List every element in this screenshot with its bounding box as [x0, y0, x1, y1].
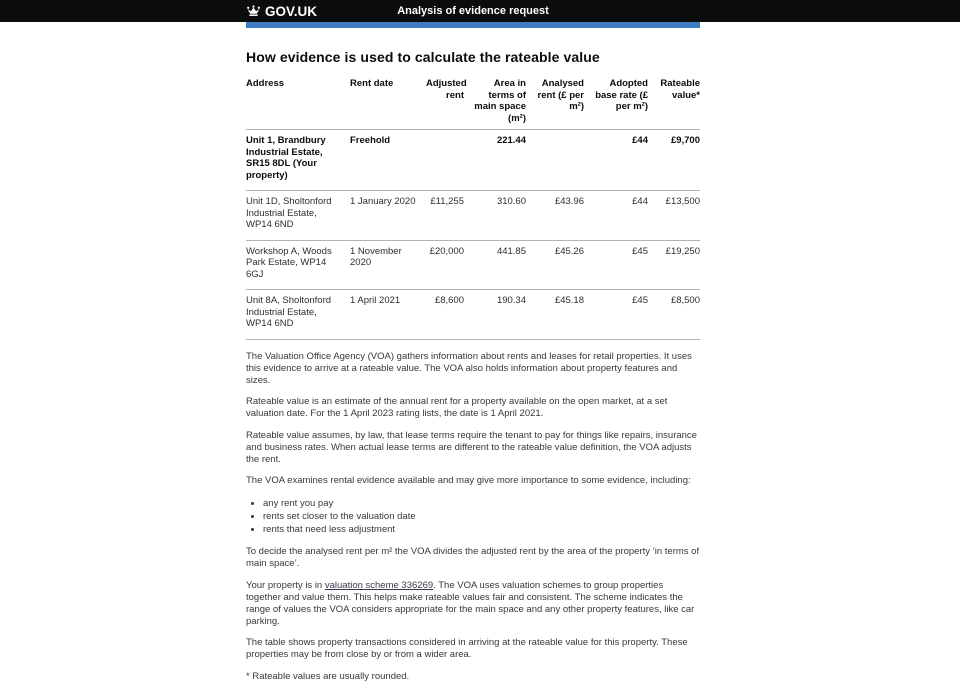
paragraph-valuation-scheme	[246, 580, 700, 628]
cell-analysed-rent: £45.26	[526, 240, 584, 290]
col-area: Area in terms of main space (m²)	[464, 78, 526, 130]
cell-rateable-value: £9,700	[648, 130, 700, 191]
evidence-bullet-list	[246, 497, 700, 537]
cell-adjusted-rent: £11,255	[420, 191, 464, 241]
table-header-row	[246, 78, 700, 130]
body-text	[246, 351, 700, 683]
cell-adjusted-rent: £20,000	[420, 240, 464, 290]
cell-rateable-value: £19,250	[648, 240, 700, 290]
cell-rateable-value: £13,500	[648, 191, 700, 241]
paragraph-lease-terms: Rateable value assumes, by law, that lease terms require the tenant to pay for things like repairs, insurance and business rates. When actual lease terms are different to the rateable value definition, the VOA adjusts the rent.	[246, 429, 697, 465]
header-inner	[246, 0, 700, 22]
cell-area: 221.44	[464, 130, 526, 191]
col-rateable-value: Rateable value*	[648, 78, 700, 130]
paragraph-analysed-rent: To decide the analysed rent per m² the VOA divides the adjusted rent by the area of the property ‘in terms of main space’.	[246, 546, 700, 570]
table-row	[246, 290, 700, 340]
scheme-text-after: . The VOA uses valuation schemes to group properties together and value them. This helps make rateable values fair and consistent. The scheme indicates the range of values the VOA considers appropriate for the main space and any other property features, like car parking.	[246, 579, 695, 627]
page-title: How evidence is used to calculate the rateable value	[246, 49, 600, 65]
header-bar	[0, 0, 960, 22]
cell-adjusted-rent: £8,600	[420, 290, 464, 340]
crown-icon	[246, 5, 261, 17]
list-item: • rents set closer to the valuation date	[263, 510, 700, 523]
cell-analysed-rent: £45.18	[526, 290, 584, 340]
cell-area: 441.85	[464, 240, 526, 290]
cell-area: 190.34	[464, 290, 526, 340]
cell-address: Workshop A, Woods Park Estate, WP14 6GJ	[246, 240, 344, 290]
accent-bar	[246, 22, 700, 28]
cell-rent-date: 1 January 2020	[344, 191, 420, 241]
content	[246, 49, 700, 683]
cell-address: Unit 8A, Sholtonford Industrial Estate, WP14 6ND	[246, 290, 344, 340]
col-address: Address	[246, 78, 344, 130]
footnote-rounding: * Rateable values are usually rounded.	[246, 670, 410, 682]
cell-adopted-base-rate: £44	[584, 130, 648, 191]
cell-adopted-base-rate: £45	[584, 290, 648, 340]
cell-address: Unit 1D, Sholtonford Industrial Estate, WP14 6ND	[246, 191, 344, 241]
cell-rateable-value: £8,500	[648, 290, 700, 340]
paragraph-table-note: The table shows property transactions considered in arriving at the rateable value for this property. These properties may be from close by or from a wider area.	[246, 637, 688, 661]
table-row	[246, 191, 700, 241]
col-analysed-rent: Analysed rent (£ per m²)	[526, 78, 584, 130]
cell-area: 310.60	[464, 191, 526, 241]
header-title: Analysis of evidence request	[397, 5, 549, 17]
col-rent-date: Rent date	[344, 78, 420, 130]
paragraph-rateable-value-definition: Rateable value is an estimate of the annual rent for a property available on the open market, at a set valuation date. For the 1 April 2023 rating lists, the date is 1 April 2021.	[246, 396, 668, 419]
evidence-table	[246, 78, 700, 340]
cell-adopted-base-rate: £45	[584, 240, 648, 290]
cell-analysed-rent	[526, 130, 584, 191]
table-row	[246, 240, 700, 290]
scheme-text-before: Your property is in	[246, 579, 325, 591]
cell-analysed-rent: £43.96	[526, 191, 584, 241]
valuation-scheme-link[interactable]: valuation scheme 336269	[324, 579, 434, 591]
paragraph-voa-intro: The Valuation Office Agency (VOA) gathers information about rents and leases for retail properties. It uses this evidence to arrive at a rateable value. The VOA also holds information about property features and sizes.	[246, 350, 692, 386]
cell-adjusted-rent	[420, 130, 464, 191]
table-row-your-property	[246, 130, 700, 191]
govuk-logo[interactable]	[246, 4, 317, 19]
col-adopted-base-rate: Adopted base rate (£ per m²)	[584, 78, 648, 130]
list-item: • rents that need less adjustment	[263, 523, 700, 536]
list-item: • any rent you pay	[263, 497, 700, 510]
paragraph-evidence-intro: The VOA examines rental evidence available and may give more importance to some evidence, including:	[246, 475, 691, 486]
cell-rent-date: 1 November 2020	[344, 240, 420, 290]
cell-rent-date: 1 April 2021	[344, 290, 420, 340]
cell-rent-date: Freehold	[344, 130, 420, 191]
col-adjusted-rent: Adjusted rent	[420, 78, 464, 130]
govuk-logo-text: GOV.UK	[265, 3, 318, 19]
cell-adopted-base-rate: £44	[584, 191, 648, 241]
cell-address: Unit 1, Brandbury Industrial Estate, SR15 8DL (Your property)	[246, 130, 344, 191]
